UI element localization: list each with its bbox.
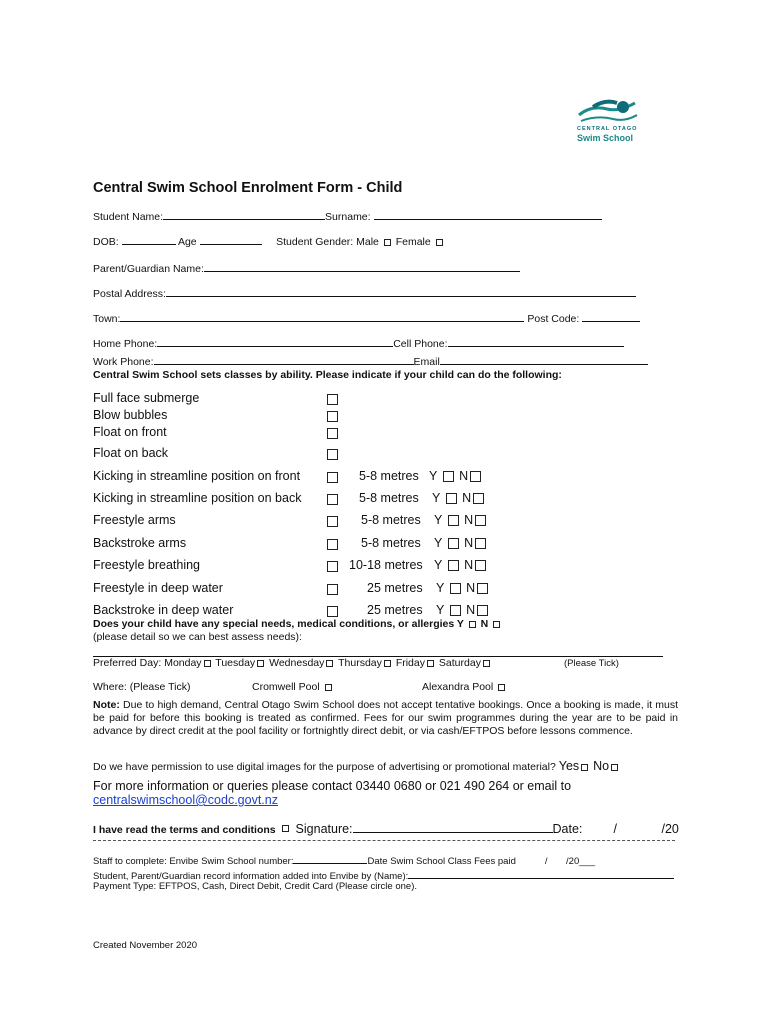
skill-yes-no <box>434 558 488 572</box>
email-label: Email <box>413 356 440 368</box>
wednesday-checkbox[interactable] <box>326 660 333 667</box>
note-text: Due to high demand, Central Otago Swim School does not accept tentative bookings. Once a booking is made, it must be paid for before this booking is treated as confirmed. Fees for our swim programmes during the year are to be paid in advance by direct credit at the pool facility or fortnightly direct debit, or via cash/EFTPOS before lessons commence. <box>93 699 679 737</box>
signature-field[interactable] <box>353 819 553 833</box>
skill-checkbox[interactable] <box>327 561 338 572</box>
no-label: N <box>466 581 476 595</box>
contact-email-link[interactable]: centralswimschool@codc.govt.nz <box>93 793 278 807</box>
yes-label: Y <box>434 536 443 550</box>
permission-no-label: No <box>593 759 610 773</box>
no-checkbox[interactable] <box>475 515 486 526</box>
yes-checkbox[interactable] <box>450 605 461 616</box>
skill-yes-no <box>434 513 488 527</box>
skill-checkbox[interactable] <box>327 516 338 527</box>
skill-yes-no <box>432 491 486 505</box>
special-needs-question: Does your child have any special needs, medical conditions, or allergies Y <box>93 618 464 630</box>
day-wednesday: Wednesday <box>269 657 325 669</box>
permission-yes-checkbox[interactable] <box>581 764 588 771</box>
no-label: N <box>459 469 469 483</box>
date-slash: / <box>613 822 618 836</box>
skill-checkbox[interactable] <box>327 394 338 405</box>
envibe-record-field[interactable] <box>408 867 674 879</box>
yes-checkbox[interactable] <box>446 493 457 504</box>
date-year: /20 <box>661 822 679 836</box>
cromwell-pool-checkbox[interactable] <box>325 684 332 691</box>
signature-label: Signature: <box>295 822 353 836</box>
skill-yes-no <box>434 536 488 550</box>
skill-label: Float on back <box>93 446 169 460</box>
no-label: N <box>466 603 476 617</box>
skill-label: Backstroke arms <box>93 536 187 550</box>
dob-label: DOB: <box>93 236 119 248</box>
cell-phone-field[interactable] <box>448 335 624 347</box>
monday-checkbox[interactable] <box>204 660 211 667</box>
where-label: Where: (Please Tick) <box>93 681 191 693</box>
skill-label: Full face submerge <box>93 391 200 405</box>
swimmer-logo-icon <box>577 95 641 127</box>
postcode-label: Post Code: <box>527 313 580 325</box>
skill-label: Freestyle arms <box>93 513 176 527</box>
yes-label: Y <box>436 603 445 617</box>
no-label: N <box>464 558 474 572</box>
town-field[interactable] <box>120 310 524 322</box>
skill-distance: 5-8 metres <box>361 536 421 550</box>
no-checkbox[interactable] <box>473 493 484 504</box>
skill-checkbox[interactable] <box>327 539 338 550</box>
skill-distance: 25 metres <box>367 603 423 617</box>
home-phone-label: Home Phone: <box>93 338 158 350</box>
no-label: N <box>464 513 474 527</box>
day-friday: Friday <box>395 657 425 669</box>
work-phone-row <box>93 353 648 368</box>
staff-number-field[interactable] <box>293 852 367 864</box>
dob-field[interactable] <box>122 233 176 245</box>
cell-phone-label: Cell Phone: <box>393 338 448 350</box>
saturday-checkbox[interactable] <box>483 660 490 667</box>
divider <box>93 840 675 841</box>
female-label: Female <box>395 236 431 248</box>
skill-yes-no <box>436 603 490 617</box>
footer-created: Created November 2020 <box>93 940 198 951</box>
staff-number-label: Staff to complete: Envibe Swim School number: <box>93 856 294 867</box>
yes-label: Y <box>432 491 441 505</box>
staff-row-1 <box>93 852 595 867</box>
skill-label: Kicking in streamline position on back <box>93 491 302 505</box>
home-phone-row <box>93 335 624 350</box>
age-field[interactable] <box>200 233 262 245</box>
postal-label: Postal Address: <box>93 288 166 300</box>
no-label: N <box>462 491 472 505</box>
day-thursday: Thursday <box>338 657 382 669</box>
permission-no-checkbox[interactable] <box>611 764 618 771</box>
alexandra-pool-checkbox[interactable] <box>498 684 505 691</box>
fees-slash: / <box>544 856 548 867</box>
preferred-day-row <box>93 657 492 669</box>
work-phone-field[interactable] <box>154 353 414 365</box>
yes-checkbox[interactable] <box>448 560 459 571</box>
terms-checkbox[interactable] <box>282 825 289 832</box>
logo-line1: CENTRAL OTAGO <box>577 126 638 132</box>
skill-label: Freestyle in deep water <box>93 581 223 595</box>
gender-label: Student Gender: Male <box>276 236 379 248</box>
surname-label: Surname: <box>325 211 371 223</box>
skill-checkbox[interactable] <box>327 472 338 483</box>
postal-row <box>93 285 636 300</box>
no-label: N <box>464 536 474 550</box>
skill-checkbox[interactable] <box>327 428 338 439</box>
terms-read-label: I have read the terms and conditions <box>93 824 276 836</box>
terms-row <box>93 819 679 838</box>
skill-distance: 5-8 metres <box>359 491 419 505</box>
no-checkbox[interactable] <box>475 560 486 571</box>
skill-label: Kicking in streamline position on front <box>93 469 301 483</box>
yes-label: Y <box>434 513 443 527</box>
skill-distance: 25 metres <box>367 581 423 595</box>
student-name-label: Student Name: <box>93 211 164 223</box>
no-checkbox[interactable] <box>475 538 486 549</box>
special-needs-question-row <box>93 618 502 630</box>
staff-row-2 <box>93 867 674 882</box>
skill-checkbox[interactable] <box>327 411 338 422</box>
fees-year: /20___ <box>566 856 596 867</box>
skill-label: Blow bubbles <box>93 408 168 422</box>
town-label: Town: <box>93 313 121 325</box>
tuesday-checkbox[interactable] <box>257 660 264 667</box>
skill-label: Backstroke in deep water <box>93 603 234 617</box>
town-row <box>93 310 640 325</box>
age-label: Age <box>177 236 197 248</box>
swim-school-logo <box>575 95 645 145</box>
alexandra-pool-label: Alexandra Pool <box>422 681 494 693</box>
logo-line2: Swim School <box>577 133 634 143</box>
skill-distance: 5-8 metres <box>359 469 419 483</box>
friday-checkbox[interactable] <box>427 660 434 667</box>
note-lead: Note: <box>93 699 120 711</box>
student-name-field[interactable] <box>163 208 325 220</box>
permission-text: Do we have permission to use digital images for the purpose of advertising or promotional material? <box>93 761 556 773</box>
skill-checkbox[interactable] <box>327 494 338 505</box>
yes-checkbox[interactable] <box>443 471 454 482</box>
surname-field[interactable] <box>374 208 602 220</box>
envibe-record-label: Student, Parent/Guardian record information added into Envibe by (Name): <box>93 871 409 882</box>
day-tuesday: Tuesday <box>215 657 256 669</box>
yes-checkbox[interactable] <box>448 538 459 549</box>
yes-label: Y <box>429 469 438 483</box>
skill-checkbox[interactable] <box>327 584 338 595</box>
postal-field[interactable] <box>166 285 636 297</box>
contact-text: For more information or queries please contact 03440 0680 or 021 490 264 or email to <box>93 779 572 793</box>
preferred-day-label: Preferred Day: <box>93 657 162 669</box>
home-phone-field[interactable] <box>157 335 393 347</box>
alexandra-row <box>422 681 507 693</box>
special-needs-detail: (please detail so we can best assess needs): <box>93 631 302 643</box>
thursday-checkbox[interactable] <box>384 660 391 667</box>
skill-yes-no <box>429 469 483 483</box>
special-needs-no-checkbox[interactable] <box>493 621 500 628</box>
special-needs-no-label: N <box>480 618 489 630</box>
yes-label: Y <box>434 558 443 572</box>
skill-label: Freestyle breathing <box>93 558 201 572</box>
skill-distance: 5-8 metres <box>361 513 421 527</box>
permission-yes-label: Yes <box>558 759 580 773</box>
note-paragraph <box>93 699 678 738</box>
parent-field[interactable] <box>204 260 520 272</box>
email-field[interactable] <box>440 353 648 365</box>
page-title: Central Swim School Enrolment Form - Child <box>93 180 403 196</box>
ability-heading: Central Swim School sets classes by ability. Please indicate if your child can do the following: <box>93 369 562 381</box>
skill-checkbox[interactable] <box>327 449 338 460</box>
payment-type: Payment Type: EFTPOS, Cash, Direct Debit, Credit Card (Please circle one). <box>93 881 417 892</box>
skill-checkbox[interactable] <box>327 606 338 617</box>
cromwell-row <box>252 681 334 693</box>
skill-yes-no <box>436 581 490 595</box>
yes-checkbox[interactable] <box>448 515 459 526</box>
work-phone-label: Work Phone: <box>93 356 154 368</box>
yes-checkbox[interactable] <box>450 583 461 594</box>
skill-label: Float on front <box>93 425 167 439</box>
parent-label: Parent/Guardian Name: <box>93 263 204 275</box>
male-checkbox[interactable] <box>384 239 391 246</box>
date-label: Date: <box>552 822 583 836</box>
student-name-row <box>93 208 602 223</box>
yes-label: Y <box>436 581 445 595</box>
day-monday: Monday <box>164 657 202 669</box>
parent-row <box>93 260 520 275</box>
special-needs-yes-checkbox[interactable] <box>469 621 476 628</box>
no-checkbox[interactable] <box>477 605 488 616</box>
postcode-field[interactable] <box>582 310 640 322</box>
cromwell-pool-label: Cromwell Pool <box>252 681 320 693</box>
skill-distance: 10-18 metres <box>349 558 423 572</box>
female-checkbox[interactable] <box>436 239 443 246</box>
dob-row <box>93 233 445 248</box>
no-checkbox[interactable] <box>477 583 488 594</box>
preferred-day-tick: (Please Tick) <box>564 658 619 669</box>
day-saturday: Saturday <box>438 657 481 669</box>
no-checkbox[interactable] <box>470 471 481 482</box>
permission-row <box>93 759 620 773</box>
fees-paid-label: Date Swim School Class Fees paid <box>367 856 516 867</box>
